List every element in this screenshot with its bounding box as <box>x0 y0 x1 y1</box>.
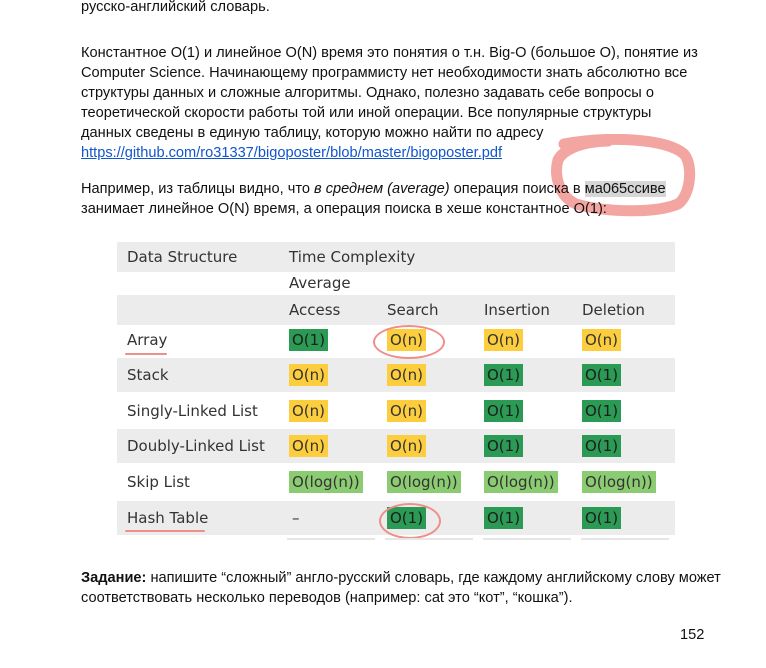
complexity-badge: O(log(n)) <box>289 471 363 493</box>
header-average: Average <box>289 274 351 292</box>
header-search: Search <box>387 301 439 319</box>
row-name: Doubly-Linked List <box>127 437 265 455</box>
row-name: Stack <box>127 366 169 384</box>
complexity-badge: O(1) <box>484 364 523 386</box>
highlighted-word: ма065ссиве <box>584 181 666 197</box>
table-row <box>117 394 675 428</box>
example-text-c: занимает линейное O(N) время, а операция поиска в хеше константное O(1): <box>81 201 607 217</box>
complexity-badge: O(n) <box>484 329 523 351</box>
complexity-badge: O(n) <box>387 329 426 351</box>
complexity-badge: O(n) <box>289 400 328 422</box>
table-edge <box>385 538 473 540</box>
complexity-badge: O(1) <box>484 400 523 422</box>
paragraph-big-o-text: Константное O(1) и линейное O(N) время это понятия о т.н. Big-O (большое О), понятие из Computer Science. Начинающему программисту нет необходимости знать абсолютно все структуры данных и сложные алгоритмы. Однако, полезно задавать себе вопросы о теоретической скорости работы той или иной операции. Все популярные структуры данных сведены в единую таблицу, которую можно найти по адресу <box>81 45 698 141</box>
header-data-structure: Data Structure <box>127 248 238 266</box>
table-edge <box>483 538 571 540</box>
top-line: русско-английский словарь. <box>81 0 270 15</box>
hash-search-circle <box>379 503 441 539</box>
table-row <box>117 358 675 392</box>
table-edge <box>581 538 669 540</box>
complexity-badge: O(1) <box>582 507 621 529</box>
complexity-badge: O(log(n)) <box>582 471 656 493</box>
paragraph-example <box>81 179 701 219</box>
complexity-badge: O(1) <box>484 435 523 457</box>
complexity-badge: O(log(n)) <box>387 471 461 493</box>
complexity-badge: O(1) <box>289 329 328 351</box>
complexity-badge: O(log(n)) <box>484 471 558 493</box>
complexity-badge: O(n) <box>582 329 621 351</box>
page-number: 152 <box>680 627 705 643</box>
table-edge <box>287 538 375 540</box>
complexity-table <box>117 242 675 540</box>
complexity-badge: – <box>292 509 300 527</box>
example-emphasis: в среднем (average) <box>314 181 450 197</box>
table-row <box>117 465 675 499</box>
complexity-badge: O(1) <box>582 435 621 457</box>
complexity-badge: O(n) <box>387 400 426 422</box>
complexity-badge: O(n) <box>387 364 426 386</box>
header-access: Access <box>289 301 341 319</box>
task-paragraph <box>81 568 721 608</box>
bigoposter-link[interactable]: https://github.com/ro31337/bigoposter/blob/master/bigoposter.pdf <box>81 145 503 161</box>
task-text: напишите “сложный” англо-русский словарь, где каждому английскому слову может соответствовать несколько переводов (например: cat это “кот”, “кошка”). <box>81 570 721 606</box>
row-name: Skip List <box>127 473 190 491</box>
header-insertion: Insertion <box>484 301 550 319</box>
example-text-b: операция поиска в <box>449 181 585 197</box>
table-row <box>117 429 675 463</box>
complexity-badge: O(1) <box>387 507 426 529</box>
example-text-a: Например, из таблицы видно, что <box>81 181 315 197</box>
array-search-circle <box>373 325 445 359</box>
complexity-badge: O(n) <box>387 435 426 457</box>
complexity-badge: O(1) <box>582 364 621 386</box>
header-deletion: Deletion <box>582 301 645 319</box>
complexity-badge: O(n) <box>289 435 328 457</box>
row-name: Hash Table <box>127 509 209 527</box>
complexity-badge: O(1) <box>484 507 523 529</box>
task-label: Задание: <box>81 570 147 586</box>
header-time-complexity: Time Complexity <box>289 248 416 266</box>
row-name: Singly-Linked List <box>127 402 258 420</box>
table-columns-row <box>117 295 675 325</box>
complexity-badge: O(1) <box>582 400 621 422</box>
array-underline <box>125 353 167 355</box>
table-average-row <box>117 268 675 298</box>
complexity-badge: O(n) <box>289 364 328 386</box>
hash-table-underline <box>125 530 205 532</box>
row-name: Array <box>127 331 168 349</box>
